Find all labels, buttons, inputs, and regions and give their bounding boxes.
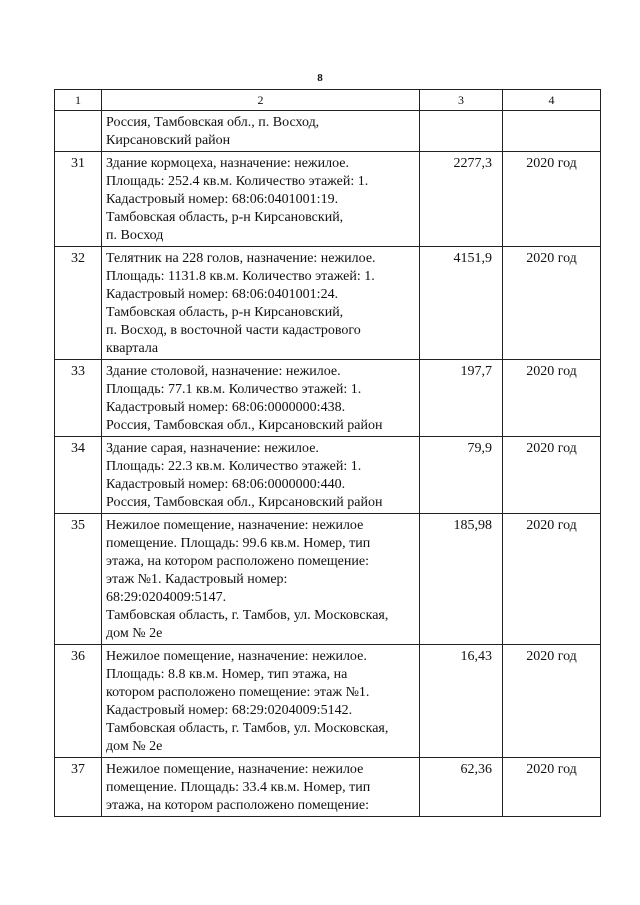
cell-description: Здание столовой, назначение: нежилое. Площадь: 77.1 кв.м. Количество этажей: 1. Кадастровый номер: 68:06:0000000:438. Россия, Тамбовская обл., Кирсановский район (102, 360, 420, 437)
table-row (55, 437, 601, 514)
cell-area: 4151,9 (420, 247, 503, 360)
cell-area: 197,7 (420, 360, 503, 437)
cell-year: 2020 год (503, 360, 601, 437)
cell-num: 32 (55, 247, 102, 360)
cell-area: 2277,3 (420, 152, 503, 247)
cell-year: 2020 год (503, 514, 601, 645)
page-number: 8 (317, 72, 323, 84)
table-row (55, 645, 601, 758)
cell-num: 37 (55, 758, 102, 817)
cell-num (55, 111, 102, 152)
table-row (55, 758, 601, 817)
cell-description: Нежилое помещение, назначение: нежилое помещение. Площадь: 33.4 кв.м. Номер, тип этажа, на котором расположено помещение: (102, 758, 420, 817)
cell-description: Нежилое помещение, назначение: нежилое. Площадь: 8.8 кв.м. Номер, тип этажа, на котором расположено помещение: этаж №1. Кадастровый номер: 68:29:0204009:5142. Тамбовская область, г. Тамбов, ул. Московская, дом № 2е (102, 645, 420, 758)
cell-year: 2020 год (503, 437, 601, 514)
cell-year (503, 111, 601, 152)
cell-num: 36 (55, 645, 102, 758)
cell-num: 31 (55, 152, 102, 247)
cell-description: Здание сарая, назначение: нежилое. Площадь: 22.3 кв.м. Количество этажей: 1. Кадастровый номер: 68:06:0000000:440. Россия, Тамбовская обл., Кирсановский район (102, 437, 420, 514)
header-col-1: 1 (55, 90, 102, 111)
cell-area: 185,98 (420, 514, 503, 645)
table-row (55, 360, 601, 437)
cell-year: 2020 год (503, 247, 601, 360)
cell-area: 62,36 (420, 758, 503, 817)
table-header-row (55, 90, 601, 111)
cell-year: 2020 год (503, 645, 601, 758)
cell-num: 34 (55, 437, 102, 514)
cell-year: 2020 год (503, 152, 601, 247)
cell-description: Телятник на 228 голов, назначение: нежилое. Площадь: 1131.8 кв.м. Количество этажей: 1. Кадастровый номер: 68:06:0401001:24. Тамбовская область, р-н Кирсановский, п. Восход, в восточной части кадастрового квартала (102, 247, 420, 360)
cell-area: 79,9 (420, 437, 503, 514)
table-row (55, 152, 601, 247)
cell-num: 33 (55, 360, 102, 437)
cell-num: 35 (55, 514, 102, 645)
header-col-3: 3 (420, 90, 503, 111)
header-col-2: 2 (102, 90, 420, 111)
cell-description: Россия, Тамбовская обл., п. Восход, Кирсановский район (102, 111, 420, 152)
cell-area: 16,43 (420, 645, 503, 758)
property-table (54, 89, 601, 817)
cell-year: 2020 год (503, 758, 601, 817)
table-row-continuation (55, 111, 601, 152)
cell-description: Здание кормоцеха, назначение: нежилое. Площадь: 252.4 кв.м. Количество этажей: 1. Кадастровый номер: 68:06:0401001:19. Тамбовская область, р-н Кирсановский, п. Восход (102, 152, 420, 247)
cell-description: Нежилое помещение, назначение: нежилое помещение. Площадь: 99.6 кв.м. Номер, тип этажа, на котором расположено помещение: этаж №1. Кадастровый номер: 68:29:0204009:5147. Тамбовская область, г. Тамбов, ул. Московская, дом № 2е (102, 514, 420, 645)
header-col-4: 4 (503, 90, 601, 111)
cell-area (420, 111, 503, 152)
table-row (55, 247, 601, 360)
table-row (55, 514, 601, 645)
